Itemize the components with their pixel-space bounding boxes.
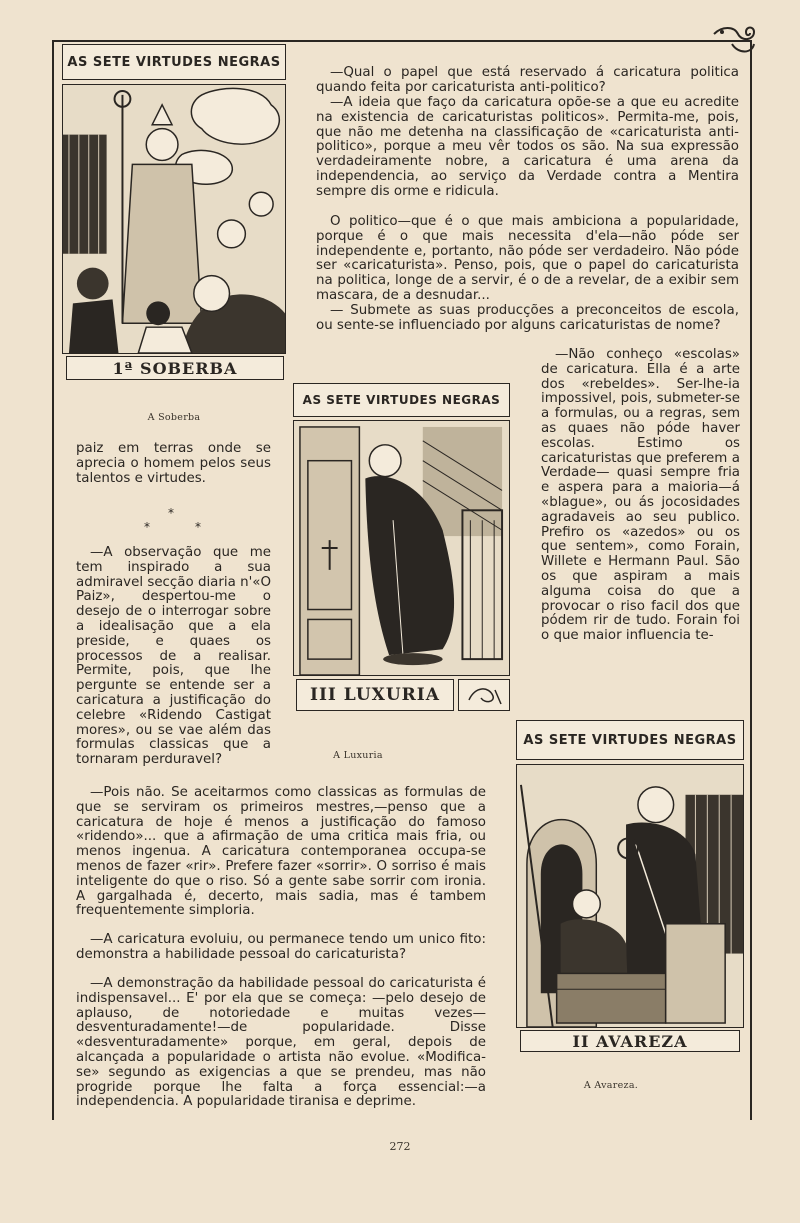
paragraph: —Qual o papel que está reservado á caricatura politica quando feita por caricaturista anti-politico?: [316, 65, 739, 95]
plate-banner: AS SETE VIRTUDES NEGRAS: [293, 383, 510, 417]
illustration-avareza: [516, 764, 744, 1028]
paragraph-right-column: —Não conheço «escolas» de caricatura. Ella é a arte dos «rebeldes». Ser-lhe-ia impossivel, pois, submeter-se a formulas, ou a regras, sem as quaes não póde haver escolas. Estimo os caricaturistas que preferem a Verdade— quasi sempre fria e aspera para a maioria—á «blague», ou ás jocosidades agradaveis ao seu publico. Prefiro os «azedos» ou os que sentem», como Forain, Willete e Hermann Paul. São os que aspiram a mais alguma coisa do que a provocar o riso facil dos que pódem rir de tudo. Forain foi o que maior influencia te-: [541, 347, 740, 644]
illustration-soberba: [62, 84, 286, 354]
paragraph: —A demonstração da habilidade pessoal do caricaturista é indispensavel... E' por ela que se começa: —pelo desejo de aplauso, de notoriedade e muitas vezes—desventuradamente!—de popularidade. Disse «desventuradamente» porque, em geral, depois de alcançada a popularidade o artista não evolue. «Modifica-se» segundo as exigencias a que se prendeu, mas não progride porque lhe falta a força essencial:—a independencia. A popularidade tiranisa e deprime.: [76, 976, 486, 1110]
plate-title: III LUXURIA: [296, 679, 454, 711]
caption-luxuria: A Luxuria: [333, 750, 383, 761]
plate-banner: AS SETE VIRTUDES NEGRAS: [62, 44, 286, 80]
plate-title: II AVAREZA: [520, 1030, 740, 1052]
paragraph: O politico—que é o que mais ambiciona a popularidade, porque é o que mais necessita d'ela—não póde ser independente e, portanto, não póde ser verdadeiro. Não póde ser «caricaturista». Penso, pois, que o papel do caricaturista na politica, longe de a servir, é o de a revelar, de a exibir sem mascara, de a desnudar...: [316, 214, 739, 303]
scroll-ornament-icon: [712, 24, 758, 56]
page-number: 272: [389, 1140, 411, 1153]
plate-title: 1ª SOBERBA: [66, 356, 284, 380]
paragraph: —A caricatura evoluiu, ou permanece tendo um unico fito: demonstra a habilidade pessoal do caricaturista?: [76, 932, 486, 962]
signature-icon: [458, 679, 510, 711]
plate-banner: AS SETE VIRTUDES NEGRAS: [516, 720, 744, 760]
frame-right-rule: [750, 40, 752, 1120]
illustration-luxuria: [293, 420, 510, 676]
caption-soberba: A Soberba: [147, 412, 201, 423]
caption-avareza: A Avareza.: [583, 1080, 639, 1091]
frame-left-rule: [52, 40, 54, 1120]
paragraph: — Submete as suas producções a preconceitos de escola, ou sente-se influenciado por alguns caricaturistas de nome?: [316, 303, 739, 333]
frame-top-rule: [52, 40, 752, 42]
paragraph: —A observação que me tem inspirado a sua admiravel secção diaria n'«O Paiz», despertou-me o desejo de o interrogar sobre a idealisação que a ela preside, e quaes os processos de a realisar. Permite, pois, que lhe pergunte se entende ser a caricatura a justificação do celebre «Ridendo Castigat mores», ou se vae além das formulas classicas que a tornaram perduravel?: [76, 545, 271, 768]
paragraph: —A ideia que faço da caricatura opõe-se a que eu acredite na existencia de caricaturistas politicos». Permita-me, pois, que não me detenha na classificação de «caricaturista anti-politico», porque a meu vêr todos os são. Na sua expressão verdadeiramente nobre, a caricatura é uma arena da independencia, ao serviço da Verdade contra a Mentira sempre dis orme e ridicula.: [316, 95, 739, 199]
separator-star: *: [144, 520, 150, 534]
separator-star: *: [195, 520, 201, 534]
separator-star: *: [168, 506, 174, 520]
paragraph: —Pois não. Se aceitarmos como classicas as formulas de que se serviram os primeiros mestres,—penso que a caricatura de hoje é menos a justificação do famoso «ridendo»... que a afirmação de uma critica mais fria, ou menos ingenua. A caricatura contemporanea occupa-se menos de fazer «rir». Prefere fazer «sorrir». O sorriso é mais inteligente do que o riso. Só a gente sabe sorrir com ironia. A gargalhada é, decerto, mais sadia, mas é tambem frequentemente simploria.: [76, 785, 486, 919]
paragraph: paiz em terras onde se aprecia o homem pelos seus talentos e virtudes.: [76, 441, 271, 486]
